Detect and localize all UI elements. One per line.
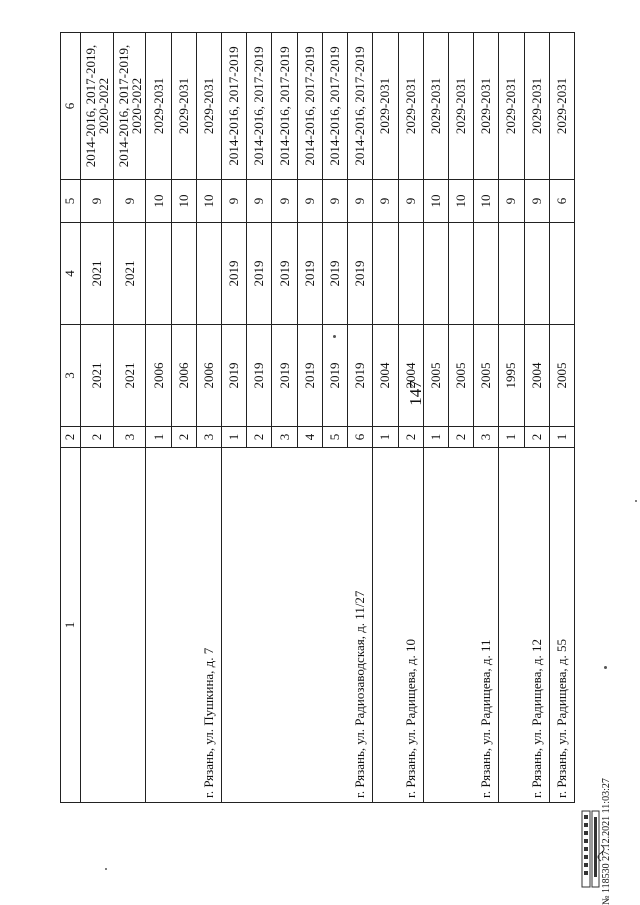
cell-c5: 9 — [272, 180, 297, 223]
cell-c3: 2004 — [373, 325, 398, 427]
cell-c5: 9 — [524, 180, 549, 223]
cell-c3: 2019 — [322, 325, 347, 427]
cell-n: 6 — [348, 427, 373, 448]
cell-n: 2 — [524, 427, 549, 448]
table-row — [423, 33, 448, 803]
column-header: 4 — [61, 223, 81, 325]
cell-c5: 9 — [398, 180, 423, 223]
cell-c6: 2029-2031 — [398, 33, 423, 180]
page-number: 147 — [406, 380, 425, 406]
cell-c3: 2019 — [348, 325, 373, 427]
cell-c5: 9 — [80, 180, 113, 223]
schedule-table — [60, 32, 575, 803]
cell-c3: 2005 — [549, 325, 574, 427]
speck — [635, 500, 637, 502]
cell-n: 3 — [113, 427, 146, 448]
cell-c3: 2005 — [423, 325, 448, 427]
table-row — [80, 33, 113, 803]
cell-c6: 2029-2031 — [423, 33, 448, 180]
cell-c5: 9 — [297, 180, 322, 223]
cell-c6: 2014-2016, 2017-2019, 2020-2022 — [80, 33, 113, 180]
cell-c3: 2019 — [297, 325, 322, 427]
cell-c4 — [474, 223, 499, 325]
cell-n: 1 — [499, 427, 524, 448]
cell-c5: 10 — [196, 180, 221, 223]
cell-c6: 2029-2031 — [146, 33, 171, 180]
speck — [604, 666, 607, 669]
speck — [105, 868, 107, 870]
cell-n: 2 — [171, 427, 196, 448]
cell-c3: 2006 — [146, 325, 171, 427]
cell-n: 1 — [146, 427, 171, 448]
cell-c3: 2021 — [80, 325, 113, 427]
cell-c5: 9 — [322, 180, 347, 223]
address-cell: г. Рязань, ул. Пушкина, д. 7 — [146, 448, 222, 803]
cell-c6: 2014-2016, 2017-2019, 2020-2022 — [113, 33, 146, 180]
cell-n: 1 — [549, 427, 574, 448]
cell-c6: 2029-2031 — [196, 33, 221, 180]
cell-c4 — [373, 223, 398, 325]
column-header: 6 — [61, 33, 81, 180]
cell-n: 2 — [448, 427, 473, 448]
cell-c6: 2029-2031 — [549, 33, 574, 180]
cell-n: 3 — [272, 427, 297, 448]
cell-c4: 2019 — [348, 223, 373, 325]
cell-c3: 1995 — [499, 325, 524, 427]
cell-c6: 2014-2016, 2017-2019 — [272, 33, 297, 180]
cell-c4 — [524, 223, 549, 325]
address-cell: г. Рязань, ул. Радищева, д. 12 — [499, 448, 549, 803]
column-header: 2 — [61, 427, 81, 448]
address-cell: г. Рязань, ул. Радищева, д. 11 — [423, 448, 499, 803]
cell-c5: 9 — [373, 180, 398, 223]
cell-c3: 2006 — [171, 325, 196, 427]
header-row — [61, 33, 81, 803]
cell-c5: 9 — [222, 180, 247, 223]
speck — [333, 335, 336, 338]
cell-c3: 2006 — [196, 325, 221, 427]
cell-c5: 9 — [247, 180, 272, 223]
cell-n: 2 — [80, 427, 113, 448]
cell-c3: 2004 — [524, 325, 549, 427]
cell-c5: 10 — [146, 180, 171, 223]
cell-c4 — [398, 223, 423, 325]
cell-c3: 2019 — [222, 325, 247, 427]
table-row — [499, 33, 524, 803]
table-row — [146, 33, 171, 803]
cell-c4 — [146, 223, 171, 325]
cell-c5: 6 — [549, 180, 574, 223]
rotated-table-container — [60, 33, 575, 803]
table-row — [549, 33, 574, 803]
cell-n: 1 — [373, 427, 398, 448]
cell-c4: 2019 — [322, 223, 347, 325]
cell-n: 2 — [247, 427, 272, 448]
cell-c4 — [423, 223, 448, 325]
registration-text: № 118530 27.12.2021 11:03:27 — [601, 778, 612, 905]
cell-n: 1 — [222, 427, 247, 448]
cell-c4 — [196, 223, 221, 325]
cell-c3: 2005 — [474, 325, 499, 427]
cell-c4: 2019 — [272, 223, 297, 325]
cell-n: 1 — [423, 427, 448, 448]
cell-c4: 2021 — [113, 223, 146, 325]
cell-c6: 2029-2031 — [448, 33, 473, 180]
cell-n: 3 — [474, 427, 499, 448]
cell-c5: 10 — [423, 180, 448, 223]
cell-c5: 10 — [171, 180, 196, 223]
cell-c5: 10 — [448, 180, 473, 223]
cell-c5: 9 — [113, 180, 146, 223]
cell-c4 — [549, 223, 574, 325]
cell-c6: 2014-2016, 2017-2019 — [322, 33, 347, 180]
cell-n: 5 — [322, 427, 347, 448]
cell-c6: 2029-2031 — [171, 33, 196, 180]
cell-c4 — [499, 223, 524, 325]
column-header: 5 — [61, 180, 81, 223]
cell-n: 3 — [196, 427, 221, 448]
cell-c6: 2029-2031 — [373, 33, 398, 180]
cell-c6: 2014-2016, 2017-2019 — [348, 33, 373, 180]
cell-c4: 2019 — [297, 223, 322, 325]
column-header: 1 — [61, 448, 81, 803]
cell-c4: 2019 — [222, 223, 247, 325]
cell-c6: 2029-2031 — [524, 33, 549, 180]
cell-c6: 2029-2031 — [474, 33, 499, 180]
cell-n: 2 — [398, 427, 423, 448]
cell-c3: 2021 — [113, 325, 146, 427]
cell-n: 4 — [297, 427, 322, 448]
cell-c3: 2019 — [247, 325, 272, 427]
cell-c3: 2004 — [398, 325, 423, 427]
address-cell: г. Рязань, ул. Радиозаводская, д. 11/27 — [222, 448, 373, 803]
cell-c4 — [171, 223, 196, 325]
cell-c3: 2005 — [448, 325, 473, 427]
column-header: 3 — [61, 325, 81, 427]
table-row — [222, 33, 247, 803]
cell-c6: 2014-2016, 2017-2019 — [247, 33, 272, 180]
cell-c5: 9 — [499, 180, 524, 223]
cell-c6: 2014-2016, 2017-2019 — [222, 33, 247, 180]
cell-c3: 2019 — [272, 325, 297, 427]
table-row — [373, 33, 398, 803]
cell-c4: 2021 — [80, 223, 113, 325]
cell-c4: 2019 — [247, 223, 272, 325]
cell-c6: 2029-2031 — [499, 33, 524, 180]
cell-c6: 2014-2016, 2017-2019 — [297, 33, 322, 180]
cell-c5: 9 — [348, 180, 373, 223]
cell-c5: 10 — [474, 180, 499, 223]
address-cell: г. Рязань, ул. Радищева, д. 10 — [373, 448, 423, 803]
cell-c4 — [448, 223, 473, 325]
address-cell: г. Рязань, ул. Радищева, д. 55 — [549, 448, 574, 803]
address-cell — [80, 448, 146, 803]
